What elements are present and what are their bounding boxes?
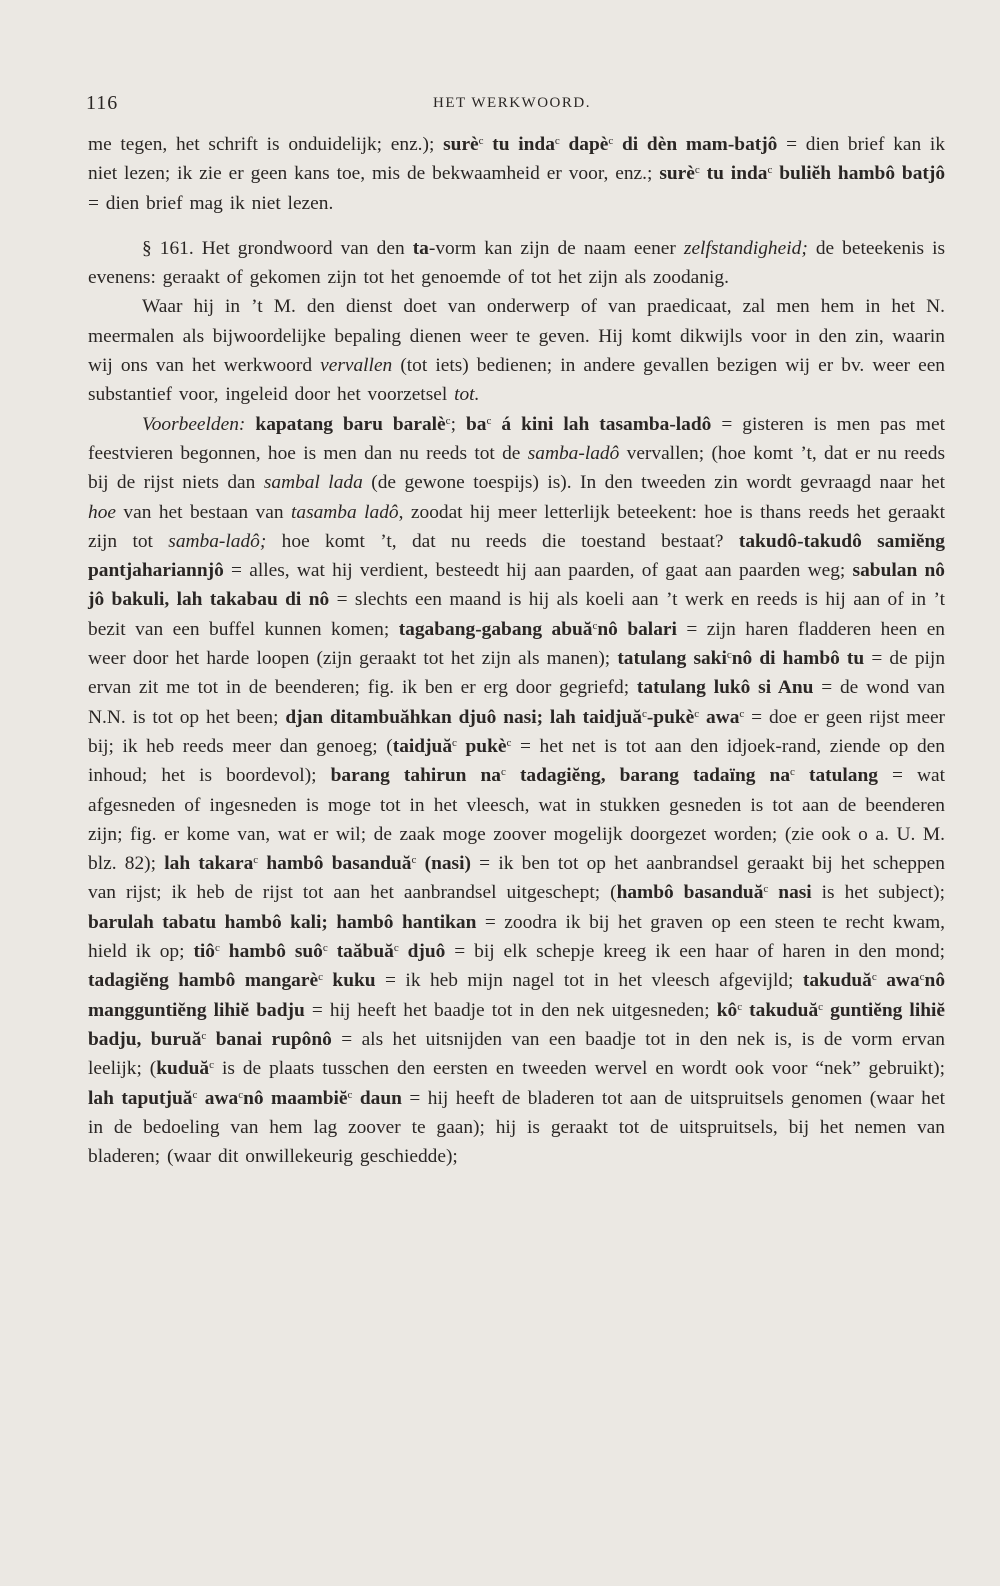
bold-term: hambô basanduă <box>616 882 764 904</box>
bold-term: ba <box>465 413 487 435</box>
superscript-marker: c <box>238 1088 244 1101</box>
bold-term: surè <box>659 163 695 185</box>
superscript-marker: c <box>411 854 417 867</box>
superscript-marker: c <box>919 971 925 984</box>
superscript-marker: c <box>694 707 700 720</box>
bold-term: (nasi) <box>416 853 471 875</box>
bold-term: tatulang lukô si Anu <box>636 677 814 699</box>
bold-term: takudô-takudô samiĕng pantjahariannjô <box>88 530 945 582</box>
superscript-marker: c <box>608 134 614 147</box>
bold-term: awa <box>876 970 920 992</box>
text-run <box>245 414 255 435</box>
italic-term: hoe <box>88 501 116 523</box>
bold-term: -pukè <box>646 706 695 728</box>
text-run: = de pijn ervan zit me tot in de beenderen; fig. ik ben er erg door gegriefd; <box>88 648 946 699</box>
bold-term: tu inda <box>483 134 555 155</box>
text-run: = slechts een maand is hij als koeli aan ’t werk en reeds is hij aan of in ’t bezit van een buffel kunnen komen; <box>88 589 945 640</box>
superscript-marker: c <box>253 854 259 867</box>
text-run: (tot iets) bedienen; in andere gevallen bezigen wij er bv. weer een substantief voor, ingeleid door het voorzetsel <box>88 355 946 406</box>
bold-term: banai rupônô <box>206 1028 332 1050</box>
text-run: van het bestaan van <box>116 501 291 523</box>
text-run: de beteekenis is evenens: geraakt of gekomen zijn tot het genoemde of tot het zijn als zoodanig. <box>88 237 945 289</box>
text-run: = dien brief mag ik niet lezen. <box>88 192 334 214</box>
text-run: = dien brief kan ik niet lezen; ik zie er geen kans toe, mis de bekwaamheid er voor, enz.; <box>88 134 946 185</box>
text-run: = zijn haren fladderen heen en weer door het harde loopen (zijn geraakt tot het zijn als manen); <box>88 618 945 670</box>
bold-term: barulah tabatu hambô kali; hambô hantikan <box>88 911 477 933</box>
bold-term: hambô basanduă <box>258 853 412 875</box>
superscript-marker: c <box>478 134 484 147</box>
text-run: = hij heeft het baadje tot in den nek uitgesneden; <box>304 999 717 1021</box>
page-number: 116 <box>86 92 119 114</box>
superscript-marker: c <box>192 1088 198 1101</box>
superscript-marker: c <box>452 736 457 749</box>
bold-term: dapè <box>559 134 609 155</box>
text-run: ; <box>450 413 466 435</box>
bold-term: taăbuă <box>327 941 394 963</box>
body-text <box>88 130 945 1171</box>
bold-term: takuduă <box>802 970 872 992</box>
superscript-marker: c <box>726 649 732 661</box>
bold-term: guntiĕng lihiĕ badju, buruă <box>88 999 945 1050</box>
text-run: is de plaats tusschen den eersten en tweeden wervel en wordt ook voor “nek” gebruikt); <box>214 1058 945 1080</box>
text-run: = gisteren is men pas met feestvieren begonnen, hoe is men dan nu reeds tot de <box>88 413 945 464</box>
italic-term: samba-ladô <box>527 442 620 464</box>
superscript-marker: c <box>393 941 399 954</box>
text-run: = zoodra ik bij het graven op een steen te recht kwam, hield ik op; <box>88 911 946 963</box>
superscript-marker: c <box>737 1000 743 1013</box>
superscript-marker: c <box>500 766 506 779</box>
bold-term: ta <box>412 237 429 259</box>
bold-term: tagabang-gabang abuă <box>398 618 593 640</box>
superscript-marker: c <box>347 1088 353 1101</box>
bold-term: taidjuă <box>392 735 453 757</box>
text-run: hoe komt ’t, dat nu reeds die toestand bestaat? <box>266 530 739 552</box>
bold-term: djan ditambuăhkan djuô nasi; lah taidjuă <box>285 706 642 728</box>
superscript-marker: c <box>214 941 220 954</box>
text-run: me tegen, het schrift is onduidelijk; enz.); <box>88 134 444 155</box>
text-run: vervallen; (hoe komt ’t, dat er nu reeds bij de rijst niets dan <box>88 442 945 494</box>
text-run: = wat afgesneden of ingesneden is moge tot in het vleesch, wat in stukken gesneden is tot aan de beenderen zijn; fig. er kome van, wat er wil; de zaak moge zoover mogelijk doorgezet worden; (zie ook o a. U. M. blz. 82); <box>88 765 946 875</box>
bold-term: tu inda <box>699 163 768 185</box>
paragraph <box>88 130 945 218</box>
bold-term: kapatang baru baralè <box>255 413 446 435</box>
bold-term: lah taputjuă <box>88 1087 193 1109</box>
superscript-marker: c <box>209 1059 214 1072</box>
superscript-marker: c <box>322 941 328 954</box>
text-run: = ik heb mijn nagel tot in het vleesch afgevijld; <box>375 970 803 992</box>
bold-term: nasi <box>768 882 812 904</box>
bold-term: sabulan nô jô bakuli, lah takabau di nô <box>88 560 945 611</box>
bold-term: nô balari <box>597 618 677 640</box>
superscript-marker: c <box>818 1000 824 1013</box>
text-run: = hij heeft de bladeren tot aan de uitspruitsels genomen (waar het in de bedoeling van hem lag zoover te gaan); hij is geraakt tot de uitspruitsels, bij het nemen van bladeren; (waar dit onwillekeurig geschiedde); <box>88 1087 945 1168</box>
text-run: = bij elk schepje kreeg ik een haar of haren in den mond; <box>445 941 945 963</box>
text-run: § 161. Het grondwoord van den <box>142 237 413 259</box>
paragraph <box>88 234 945 293</box>
superscript-marker: c <box>739 707 745 720</box>
bold-term: daun <box>352 1087 402 1109</box>
bold-term: barang tahirun na <box>330 765 501 787</box>
text-run: Waar hij in ’t M. den dienst doet van onderwerp of van praedicaat, zal men hem in het N. meermalen als bijwoordelijke bepaling dienen weer te geven. Hij komt dikwijls voor in den zin, waarin wij ons van het werkwoord <box>88 296 945 377</box>
superscript-marker: c <box>486 414 492 427</box>
bold-term: surè <box>443 134 479 155</box>
text-run: = doe er geen rijst meer bij; ik heb reeds meer dan genoeg; ( <box>88 706 946 757</box>
text-run: = de wond van N.N. is tot op het been; <box>88 677 945 728</box>
bold-term: tadagiĕng hambô mangarè <box>88 970 319 992</box>
italic-term: tot. <box>454 384 480 406</box>
bold-term: pukè <box>456 735 507 757</box>
bold-term: di dèn mam-batjô <box>613 134 778 155</box>
superscript-marker: c <box>790 766 795 779</box>
bold-term: hambô suô <box>219 941 323 963</box>
text-run: = alles, wat hij verdient, besteedt hij aan paarden, of gaat aan paarden weg; <box>223 560 853 582</box>
text-run: is het subject); <box>811 882 945 904</box>
superscript-marker: c <box>763 883 769 896</box>
italic-term: Voorbeelden: <box>142 413 246 435</box>
bold-term: takuduă <box>742 999 819 1021</box>
superscript-marker: c <box>506 736 512 749</box>
bold-term: djuô <box>398 941 446 963</box>
text-run: (de gewone toespijs) is). In den tweeden zin wordt gevraagd naar het <box>362 472 946 494</box>
bold-term: awa <box>699 706 740 728</box>
italic-term: vervallen <box>320 355 393 377</box>
bold-term: á kini lah tasamba-ladô <box>491 413 712 435</box>
paragraph <box>88 292 945 409</box>
superscript-marker: c <box>201 1029 207 1042</box>
text-run: = ik ben tot op het aanbrandsel geraakt bij het scheppen van rijst; ik heb de rijst tot aan het aanbrandsel uitgeschept; ( <box>88 853 945 904</box>
bold-term: tadagiĕng, barang tadaïng na <box>505 765 791 787</box>
superscript-marker: c <box>592 619 598 632</box>
superscript-marker: c <box>694 164 700 177</box>
bold-term: awa <box>197 1087 239 1109</box>
bold-term: nô di hambô tu <box>731 648 865 670</box>
bold-term: tiô <box>193 941 215 963</box>
bold-term: kuduă <box>156 1058 210 1080</box>
superscript-marker: c <box>445 414 451 427</box>
bold-term: kuku <box>322 970 376 992</box>
paragraph <box>88 410 945 1172</box>
running-head <box>82 92 942 116</box>
italic-term: sambal lada <box>263 472 363 494</box>
italic-term: samba-ladô; <box>168 530 267 552</box>
superscript-marker: c <box>641 707 647 720</box>
running-title: HET WERKWOORD. <box>433 95 591 111</box>
bold-term: kô <box>716 999 738 1021</box>
superscript-marker: c <box>318 971 323 984</box>
superscript-marker: c <box>871 971 877 984</box>
bold-term: tatulang <box>794 765 878 787</box>
text-run: -vorm kan zijn de naam eener <box>428 237 684 259</box>
italic-term: zelfstandigheid; <box>683 237 808 259</box>
italic-term: tasamba ladô <box>290 501 399 523</box>
bold-term: tatulang saki <box>617 648 727 670</box>
bold-term: buliĕh hambô batjô <box>772 163 946 185</box>
text-run: , zoodat hij meer letterlijk beteekent: hoe is thans reeds het geraakt zijn tot <box>88 501 945 552</box>
bold-term: lah takara <box>164 853 254 875</box>
bold-term: nô mangguntiĕng lihiĕ badju <box>88 970 946 1021</box>
superscript-marker: c <box>767 164 773 177</box>
text-run: = het net is tot aan den idjoek-rand, ziende op den inhoud; het is boordevol); <box>88 735 945 787</box>
superscript-marker: c <box>554 134 560 147</box>
bold-term: nô maambiĕ <box>243 1087 348 1109</box>
text-run: = als het uitsnijden van een baadje tot in den nek is, is de vorm ervan leelijk; ( <box>88 1028 945 1080</box>
